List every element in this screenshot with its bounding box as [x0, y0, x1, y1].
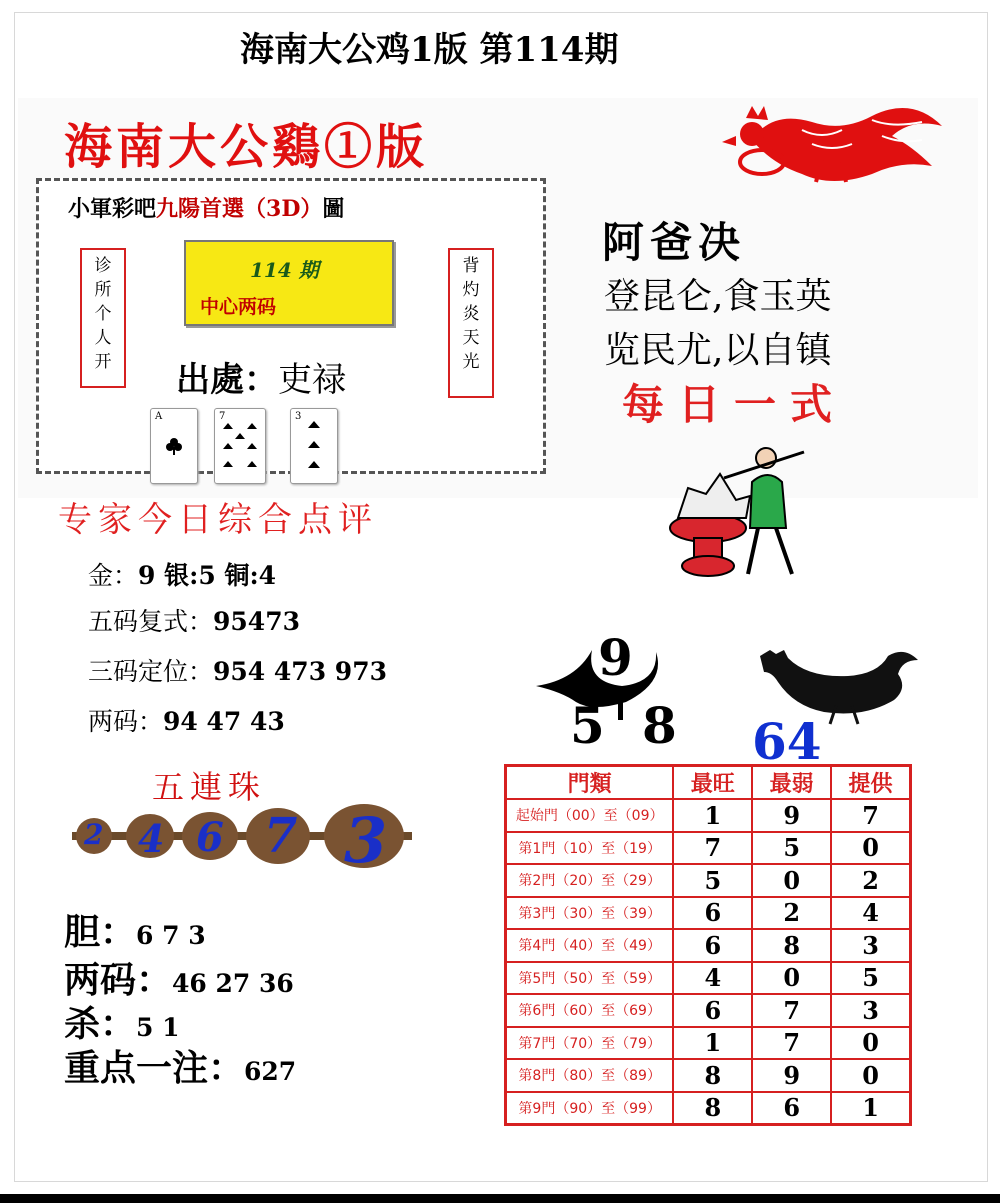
left-couplet-char: 个 [94, 304, 112, 324]
two-code-row [88, 702, 285, 738]
medals-row [88, 556, 276, 592]
table-cell: 0 [752, 962, 831, 995]
bead-number: 6 [196, 814, 224, 861]
club-icon [151, 409, 197, 483]
right-couplet [448, 248, 494, 398]
spade-icon [291, 409, 337, 483]
table-cell: 2 [831, 864, 910, 897]
figure-left-number: 5 [570, 696, 605, 755]
table-cell: 1 [673, 1027, 752, 1060]
right-couplet-char: 灼 [462, 280, 480, 300]
table-row [506, 1059, 911, 1092]
table-row [506, 864, 911, 897]
three-code-row [88, 652, 387, 688]
card-rank: A [155, 411, 163, 422]
table-row [506, 799, 911, 832]
table-cell: 第8門（80）至（89） [506, 1059, 674, 1092]
black-rooster-icon [756, 644, 926, 726]
table-cell: 0 [831, 832, 910, 865]
bead-number: 7 [264, 808, 298, 864]
table-header-cell: 最旺 [673, 766, 752, 800]
left-couplet-char: 开 [94, 352, 112, 372]
right-couplet-char: 背 [462, 256, 480, 276]
zhong-label: 重点一注： [64, 1047, 245, 1089]
three-code-label: 三码定位： [88, 657, 214, 686]
table-cell: 5 [752, 832, 831, 865]
five-code-label: 五码复式： [88, 607, 214, 636]
table-header-cell: 最弱 [752, 766, 831, 800]
figure-top-number: 9 [598, 628, 633, 687]
table-cell: 起始門（00）至（09） [506, 799, 674, 832]
right-couplet-char: 光 [462, 352, 480, 372]
expert-title: 专家今日综合点评 [58, 500, 378, 540]
table-cell: 第3門（30）至（39） [506, 897, 674, 930]
two-code-value: 94 47 43 [163, 707, 285, 736]
panel-title [68, 192, 344, 223]
medals-value: 9 银:5 铜:4 [138, 561, 277, 590]
table-cell: 第1門（10）至（19） [506, 832, 674, 865]
table-cell: 3 [831, 994, 910, 1027]
table-row [506, 832, 911, 865]
source-label: 出處： [176, 360, 278, 400]
source-value: 吏禄 [278, 360, 346, 400]
table-header-cell: 提供 [831, 766, 910, 800]
liang-label: 两码： [64, 959, 173, 1001]
sha-label: 杀： [64, 1003, 137, 1045]
table-row [506, 929, 911, 962]
panel-title-pick: 九陽首選（3D） [156, 196, 323, 222]
dan-value: 6 7 3 [136, 921, 206, 950]
right-couplet-char: 炎 [462, 304, 480, 324]
table-cell: 8 [673, 1059, 752, 1092]
three-code-value: 954 473 973 [213, 657, 387, 686]
table-row [506, 962, 911, 995]
bead-number: 4 [138, 816, 165, 861]
period-box [184, 240, 394, 326]
table-cell: 7 [752, 994, 831, 1027]
card-rank: 3 [295, 411, 302, 422]
table-row [506, 1027, 911, 1060]
five-code-row [88, 602, 300, 638]
right-couplet-char: 天 [462, 328, 480, 348]
medals-label: 金： [88, 561, 139, 590]
table-cell: 1 [831, 1092, 910, 1125]
table-cell: 8 [752, 929, 831, 962]
table-cell: 5 [673, 864, 752, 897]
table-cell: 5 [831, 962, 910, 995]
table-cell: 7 [752, 1027, 831, 1060]
two-code-label: 两码： [88, 707, 164, 736]
table-cell: 6 [752, 1092, 831, 1125]
table-cell: 4 [831, 897, 910, 930]
table-cell: 2 [752, 897, 831, 930]
panel-title-shop: 小軍彩吧 [68, 196, 157, 222]
table-header-cell: 門類 [506, 766, 674, 800]
five-code-value: 95473 [213, 607, 300, 636]
sha-value: 5 1 [136, 1013, 180, 1042]
zhong-value: 627 [244, 1057, 297, 1086]
table-cell: 7 [831, 799, 910, 832]
liang-value: 46 27 36 [172, 969, 294, 998]
table-cell: 第7門（70）至（79） [506, 1027, 674, 1060]
table-row [506, 1092, 911, 1125]
left-couplet-char: 人 [94, 328, 112, 348]
zhong-row [64, 1040, 296, 1091]
table-cell: 6 [673, 994, 752, 1027]
table-cell: 第9門（90）至（99） [506, 1092, 674, 1125]
beads-title: 五連珠 [152, 768, 267, 806]
table-cell: 0 [831, 1027, 910, 1060]
table-row [506, 994, 911, 1027]
table-cell: 第5門（50）至（59） [506, 962, 674, 995]
panel-title-suffix: 圖 [322, 196, 345, 222]
dan-row [64, 904, 206, 955]
playing-card [150, 408, 198, 484]
table-cell: 6 [673, 897, 752, 930]
bead-number: 2 [84, 818, 104, 851]
brand-title: 海南大公鷄①版 [64, 119, 429, 175]
center-code-label: 中心两码 [200, 296, 277, 318]
source-line [176, 352, 346, 401]
spade-icon [215, 409, 265, 483]
table-cell: 第4門（40）至（49） [506, 929, 674, 962]
daily-title: 每日一式 [622, 380, 847, 429]
table-cell: 6 [673, 929, 752, 962]
left-couplet-char: 所 [94, 280, 112, 300]
left-couplet-char: 诊 [94, 256, 112, 276]
page-title: 海南大公鸡1版 第114期 [240, 30, 619, 70]
figure-blue-number: 64 [752, 712, 822, 771]
poem-title: 阿爸决 [602, 218, 747, 267]
table-cell: 0 [831, 1059, 910, 1092]
gate-table [504, 764, 912, 1126]
table-cell: 8 [673, 1092, 752, 1125]
table-cell: 9 [752, 1059, 831, 1092]
playing-card [214, 408, 266, 484]
rooster-papercut-icon [722, 100, 948, 184]
dan-label: 胆： [64, 911, 137, 953]
poem-line-2: 览民尤,以自镇 [604, 330, 832, 371]
table-cell: 9 [752, 799, 831, 832]
playing-card [290, 408, 338, 484]
table-cell: 0 [752, 864, 831, 897]
bead-number: 3 [344, 804, 388, 877]
cartoon-money-man-icon [664, 438, 814, 580]
card-rank: 7 [219, 411, 226, 422]
poem-line-1: 登昆仑,食玉英 [604, 276, 832, 317]
table-cell: 第6門（60）至（69） [506, 994, 674, 1027]
left-couplet [80, 248, 126, 388]
table-header-row [506, 766, 911, 800]
table-cell: 第2門（20）至（29） [506, 864, 674, 897]
figure-right-number: 8 [642, 696, 677, 755]
bottom-border [0, 1194, 1000, 1203]
table-cell: 7 [673, 832, 752, 865]
period-number: 114 期 [250, 258, 319, 282]
table-row [506, 897, 911, 930]
table-cell: 3 [831, 929, 910, 962]
table-cell: 4 [673, 962, 752, 995]
table-cell: 1 [673, 799, 752, 832]
